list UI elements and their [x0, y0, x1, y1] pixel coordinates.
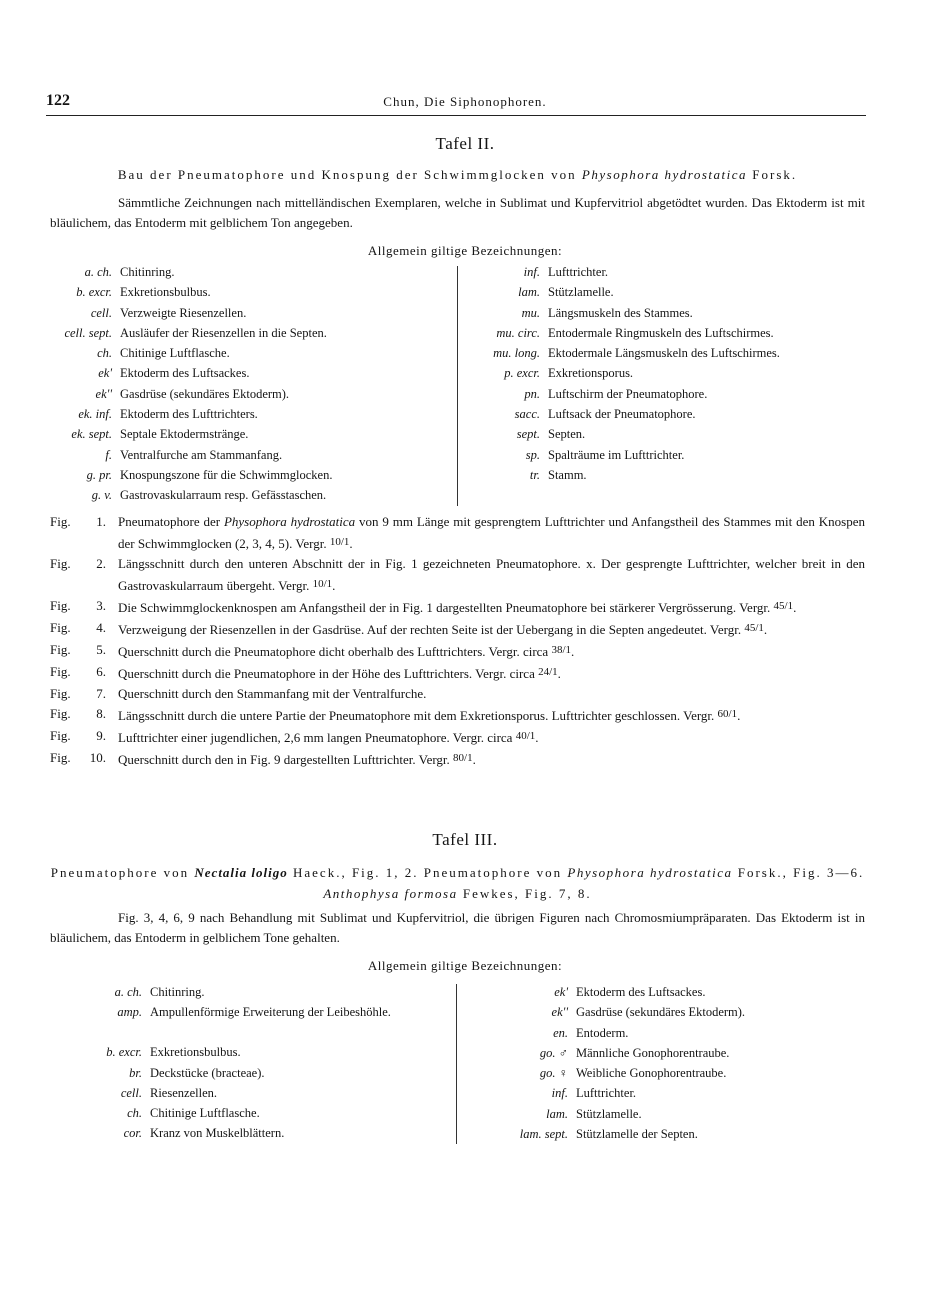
- magnification: 10/1: [329, 536, 350, 548]
- legend-definition: Riesenzellen.: [150, 1085, 217, 1100]
- legend-item: [470, 404, 870, 424]
- legend-abbr: go. ♂: [539, 1045, 568, 1060]
- legend-item: [80, 1002, 440, 1042]
- legend-definition: Männliche Gonophorentraube.: [576, 1045, 730, 1060]
- legend-abbr: sacc.: [514, 407, 540, 422]
- intro-paragraph-tafel-2: [50, 193, 865, 233]
- legend-abbr: mu.: [521, 305, 540, 320]
- figure-text: .: [763, 622, 768, 637]
- magnification: 45/1: [773, 600, 794, 612]
- legend-item: [50, 363, 450, 383]
- legend-definition: Lufttrichter.: [576, 1086, 637, 1101]
- magnification: 80/1: [453, 752, 473, 764]
- figure-text: Querschnitt durch den in Fig. 9 dargestellten Lufttrichter. Vergr.: [118, 752, 454, 767]
- magnification: 38/1: [551, 644, 572, 656]
- magnification: 40/1: [515, 730, 536, 742]
- legend-definition: Septale Ektodermstränge.: [120, 427, 249, 442]
- figure-text: .: [535, 730, 539, 745]
- legend-left-tafel-3: [80, 982, 440, 1144]
- figure-number: [50, 662, 106, 682]
- plate-title-tafel-3: Tafel III.: [432, 830, 498, 849]
- figure-entry: [50, 748, 865, 770]
- legend-abbr: mu. long.: [493, 346, 540, 361]
- legend-abbr: ek': [98, 366, 112, 381]
- legend-item: [470, 384, 870, 404]
- figure-text: Querschnitt durch die Pneumatophore dicht oberhalb des Lufttrichters. Vergr. circa: [118, 644, 552, 659]
- figure-entry: [50, 704, 865, 726]
- legend-item: [490, 1023, 850, 1043]
- legend-definition: Weibliche Gonophorentraube.: [576, 1066, 727, 1081]
- figure-label: Fig.: [50, 642, 71, 657]
- legend-divider: [456, 984, 457, 1144]
- legend-item: [470, 445, 870, 465]
- legend-item: [50, 445, 450, 465]
- figure-text: .: [793, 600, 797, 615]
- legend-abbr: amp.: [117, 1005, 142, 1020]
- figure-index: 4.: [96, 620, 106, 635]
- figure-index: 7.: [96, 686, 106, 701]
- legend-abbr: g. v.: [91, 488, 112, 503]
- legend-definition: Spalträume im Lufttrichter.: [548, 447, 685, 462]
- legend-abbr: b. excr.: [106, 1045, 142, 1060]
- legend-item: [80, 1123, 440, 1143]
- legend-item: [470, 303, 870, 323]
- legend-item: [470, 363, 870, 383]
- figure-label: Fig.: [50, 686, 71, 701]
- figure-text: Längsschnitt durch den unteren Abschnitt der in Fig. 1 gezeichneten Pneumatophore. x. Der gesprengte Lufttrichter, welcher breit in den Gastrovaskularraum übergeht. Vergr.: [118, 556, 865, 593]
- legend-item: [50, 485, 450, 505]
- figure-text: .: [557, 666, 561, 681]
- figure-entry: [50, 596, 865, 618]
- figure-label: Fig.: [50, 728, 71, 743]
- legend-abbr: sept.: [516, 427, 540, 442]
- magnification: 10/1: [312, 578, 333, 590]
- legend-item: [50, 465, 450, 485]
- caption-species: Nectalia loligo: [194, 865, 288, 880]
- legend-item: [470, 343, 870, 363]
- figure-text: Querschnitt durch die Pneumatophore in der Höhe des Lufttrichters. Vergr. circa: [118, 666, 539, 681]
- figure-index: 5.: [96, 642, 106, 657]
- legend-abbr: sp.: [525, 447, 540, 462]
- figure-index: 10.: [89, 750, 106, 765]
- legend-abbr: en.: [553, 1025, 568, 1040]
- figure-entry: [50, 618, 865, 640]
- legend-item: [50, 343, 450, 363]
- legend-abbr: cell.: [90, 305, 112, 320]
- legend-definition: Ektoderm des Lufttrichters.: [120, 407, 258, 422]
- caption-species: Physophora hydrostatica: [567, 865, 733, 880]
- legend-item: [490, 1043, 850, 1063]
- figure-text: Die Schwimmglockenknospen am Anfangstheil der in Fig. 1 dargestellten Pneumatophore bei stärkerer Vergrösserung. Vergr.: [118, 600, 774, 615]
- legend-definition: Ventralfurche am Stammanfang.: [120, 447, 283, 462]
- legend-definition: Knospungszone für die Schwimmglocken.: [120, 467, 333, 482]
- legend-definition: Chitinige Luftflasche.: [120, 346, 230, 361]
- header-rule: [46, 115, 866, 116]
- figure-text: .: [349, 536, 353, 551]
- figure-text: .: [472, 752, 476, 767]
- legend-abbr: ek'': [551, 1005, 568, 1020]
- legend-abbr: g. pr.: [86, 467, 112, 482]
- intro-text: Sämmtliche Zeichnungen nach mittelländischen Exemplaren, welche in Sublimat und Kupfervitriol abgetödtet wurden. Das Ektoderm ist mit bläulichem, das Entoderm mit gelblichem Ton angegeben.: [50, 195, 865, 230]
- running-head: [0, 92, 930, 112]
- legend-abbr: lam.: [546, 1106, 568, 1121]
- caption-text: Bau der Pneumatophore und Knospung der Schwimmglocken von: [117, 167, 582, 182]
- legend-item: [80, 1083, 440, 1103]
- legend-definition: Lufttrichter.: [548, 265, 609, 279]
- legend-abbr: ek'': [95, 386, 112, 401]
- legend-item: [50, 303, 450, 323]
- legend-item: [80, 982, 440, 1002]
- legend-item: [80, 1042, 440, 1062]
- magnification: 60/1: [717, 708, 738, 720]
- legend-item: [470, 465, 870, 485]
- magnification: 24/1: [538, 666, 558, 678]
- legend-abbr: f.: [105, 447, 112, 462]
- caption-text: Fewkes, Fig. 7, 8.: [457, 886, 592, 901]
- legend-item: [470, 323, 870, 343]
- legend-abbr: cell. sept.: [64, 325, 112, 340]
- legend-abbr: lam. sept.: [519, 1127, 568, 1142]
- legend-title-tafel-2: Allgemein giltige Bezeichnungen:: [367, 243, 563, 258]
- legend-definition: Exkretionsbulbus.: [150, 1045, 241, 1060]
- legend-abbr: pn.: [524, 386, 540, 401]
- figure-text: Längsschnitt durch die untere Partie der Pneumatophore mit dem Exkretionsporus. Lufttrichter geschlossen. Vergr.: [118, 708, 718, 723]
- running-title: Chun, Die Siphonophoren.: [383, 94, 547, 109]
- legend-item: [50, 384, 450, 404]
- legend-abbr: inf.: [523, 265, 540, 279]
- legend-item: [80, 1103, 440, 1123]
- figure-label: Fig.: [50, 750, 71, 765]
- figure-entry: [50, 554, 865, 596]
- caption-text: Forsk., Fig. 3—6.: [732, 865, 865, 880]
- figure-number: [50, 748, 106, 768]
- legend-abbr: go. ♀: [539, 1066, 568, 1081]
- page-number: 122: [46, 92, 70, 109]
- legend-definition: Chitinige Luftflasche.: [150, 1106, 260, 1121]
- intro-paragraph-tafel-3: [50, 908, 865, 948]
- plate-caption-tafel-3: [50, 862, 865, 904]
- figure-list-tafel-2: [50, 512, 865, 770]
- figure-index: 6.: [96, 664, 106, 679]
- legend-item: [490, 1104, 850, 1124]
- legend-definition: Ektodermale Längsmuskeln des Luftschirmes.: [548, 346, 780, 361]
- caption-text: Pneumatophore von: [50, 865, 195, 880]
- legend-title-tafel-3: Allgemein giltige Bezeichnungen:: [367, 958, 563, 973]
- figure-number: [50, 618, 106, 638]
- legend-item: [490, 1063, 850, 1083]
- figure-index: 9.: [96, 728, 106, 743]
- legend-abbr: tr.: [529, 467, 540, 482]
- legend-item: [50, 282, 450, 302]
- legend-abbr: ek. sept.: [71, 427, 112, 442]
- legend-right-tafel-3: [490, 982, 850, 1144]
- legend-item: [80, 1063, 440, 1083]
- legend-item: [50, 424, 450, 444]
- caption-text: Forsk.: [747, 167, 798, 182]
- legend-item: [490, 1124, 850, 1144]
- figure-index: 3.: [96, 598, 106, 613]
- legend-definition: Stützlamelle.: [576, 1106, 642, 1121]
- figure-label: Fig.: [50, 556, 71, 571]
- legend-item: [470, 262, 870, 282]
- legend-definition: Septen.: [548, 427, 586, 442]
- figure-number: [50, 684, 106, 704]
- figure-index: 2.: [96, 556, 106, 571]
- figure-entry: [50, 684, 865, 704]
- caption-species: Physophora hydrostatica: [581, 167, 748, 182]
- legend-definition: Entoderm.: [576, 1025, 629, 1040]
- figure-text: .: [737, 708, 741, 723]
- legend-definition: Stützlamelle der Septen.: [576, 1127, 698, 1142]
- legend-definition: Entodermale Ringmuskeln des Luftschirmes.: [548, 325, 774, 340]
- legend-item: [490, 1083, 850, 1103]
- figure-number: [50, 596, 106, 616]
- figure-text: Lufttrichter einer jugendlichen, 2,6 mm langen Pneumatophore. Vergr. circa: [118, 730, 516, 745]
- legend-definition: Kranz von Muskelblättern.: [150, 1126, 285, 1141]
- legend-definition: Ausläufer der Riesenzellen in die Septen.: [120, 325, 327, 340]
- legend-definition: Stützlamelle.: [548, 285, 614, 300]
- legend-divider: [457, 266, 458, 506]
- legend-definition: Luftschirm der Pneumatophore.: [548, 386, 708, 401]
- figure-species: Physophora hydrostatica: [223, 514, 356, 529]
- figure-number: [50, 512, 106, 532]
- figure-entry: [50, 512, 865, 554]
- plate-title-tafel-2: Tafel II.: [435, 134, 495, 153]
- legend-definition: Ektoderm des Luftsackes.: [120, 366, 250, 381]
- legend-abbr: ch.: [127, 1106, 142, 1121]
- figure-label: Fig.: [50, 514, 71, 529]
- legend-abbr: b. excr.: [76, 285, 112, 300]
- figure-entry: [50, 640, 865, 662]
- legend-item: [490, 982, 850, 1002]
- legend-definition: Deckstücke (bracteae).: [150, 1065, 265, 1080]
- legend-definition: Verzweigte Riesenzellen.: [120, 305, 247, 320]
- legend-item: [470, 424, 870, 444]
- legend-definition: Längsmuskeln des Stammes.: [548, 305, 693, 320]
- plate-caption-tafel-2: [50, 167, 865, 183]
- figure-text: .: [332, 578, 336, 593]
- legend-item: [50, 262, 450, 282]
- legend-abbr: a. ch.: [114, 985, 142, 999]
- figure-number: [50, 640, 106, 660]
- legend-definition: Chitinring.: [120, 265, 175, 279]
- legend-item: [50, 323, 450, 343]
- legend-definition: Ektoderm des Luftsackes.: [576, 985, 706, 999]
- figure-label: Fig.: [50, 620, 71, 635]
- figure-index: 8.: [96, 706, 106, 721]
- legend-abbr: lam.: [518, 285, 540, 300]
- figure-text: Pneumatophore der: [118, 514, 224, 529]
- legend-item: [470, 282, 870, 302]
- figure-index: 1.: [96, 514, 106, 529]
- legend-abbr: p. excr.: [504, 366, 540, 381]
- figure-label: Fig.: [50, 664, 71, 679]
- legend-definition: Exkretionsbulbus.: [120, 285, 211, 300]
- figure-entry: [50, 726, 865, 748]
- caption-species: Anthophysa formosa: [323, 886, 458, 901]
- legend-abbr: a. ch.: [84, 265, 112, 279]
- legend-abbr: mu. circ.: [496, 325, 540, 340]
- legend-definition: Exkretionsporus.: [548, 366, 634, 381]
- figure-number: [50, 726, 106, 746]
- legend-right-tafel-2: [470, 262, 870, 485]
- legend-abbr: cell.: [120, 1085, 142, 1100]
- caption-text: Haeck., Fig. 1, 2. Pneumatophore von: [287, 865, 568, 880]
- intro-text: Fig. 3, 4, 6, 9 nach Behandlung mit Sublimat und Kupfervitriol, die übrigen Figuren nach Chromosmiumpräparaten. Das Ektoderm ist in bläulichem, das Entoderm in gelblichem Tone gehalten.: [50, 910, 865, 945]
- legend-definition: Stamm.: [548, 467, 587, 482]
- legend-definition: Luftsack der Pneumatophore.: [548, 407, 696, 422]
- legend-definition: Gastrovaskularraum resp. Gefässtaschen.: [120, 488, 327, 503]
- figure-text: .: [571, 644, 575, 659]
- legend-abbr: inf.: [551, 1086, 568, 1101]
- legend-abbr: cor.: [123, 1126, 142, 1141]
- legend-definition: Gasdrüse (sekundäres Ektoderm).: [120, 386, 290, 401]
- legend-item: [50, 404, 450, 424]
- figure-text: Verzweigung der Riesenzellen in der Gasdrüse. Auf der rechten Seite ist der Uebergang in die Septen angedeutet. Vergr.: [118, 622, 745, 637]
- legend-abbr: ch.: [97, 346, 112, 361]
- figure-label: Fig.: [50, 598, 71, 613]
- legend-definition: Ampullenförmige Erweiterung der Leibeshöhle.: [150, 1005, 391, 1020]
- legend-item: [490, 1002, 850, 1022]
- legend-left-tafel-2: [50, 262, 450, 506]
- figure-number: [50, 554, 106, 574]
- figure-text: von 9 mm Länge mit gesprengtem Lufttrichter und Anfangstheil des Stammes mit den Knospen der Schwimmglocken (2, 3, 4, 5). Vergr.: [118, 514, 865, 551]
- figure-label: Fig.: [50, 706, 71, 721]
- figure-number: [50, 704, 106, 724]
- figure-text: Querschnitt durch den Stammanfang mit der Ventralfurche.: [118, 686, 427, 701]
- legend-abbr: br.: [129, 1065, 142, 1080]
- magnification: 45/1: [744, 622, 764, 634]
- legend-abbr: ek. inf.: [78, 407, 112, 422]
- figure-entry: [50, 662, 865, 684]
- legend-abbr: ek': [554, 985, 568, 999]
- legend-definition: Chitinring.: [150, 985, 205, 999]
- legend-definition: Gasdrüse (sekundäres Ektoderm).: [576, 1005, 746, 1020]
